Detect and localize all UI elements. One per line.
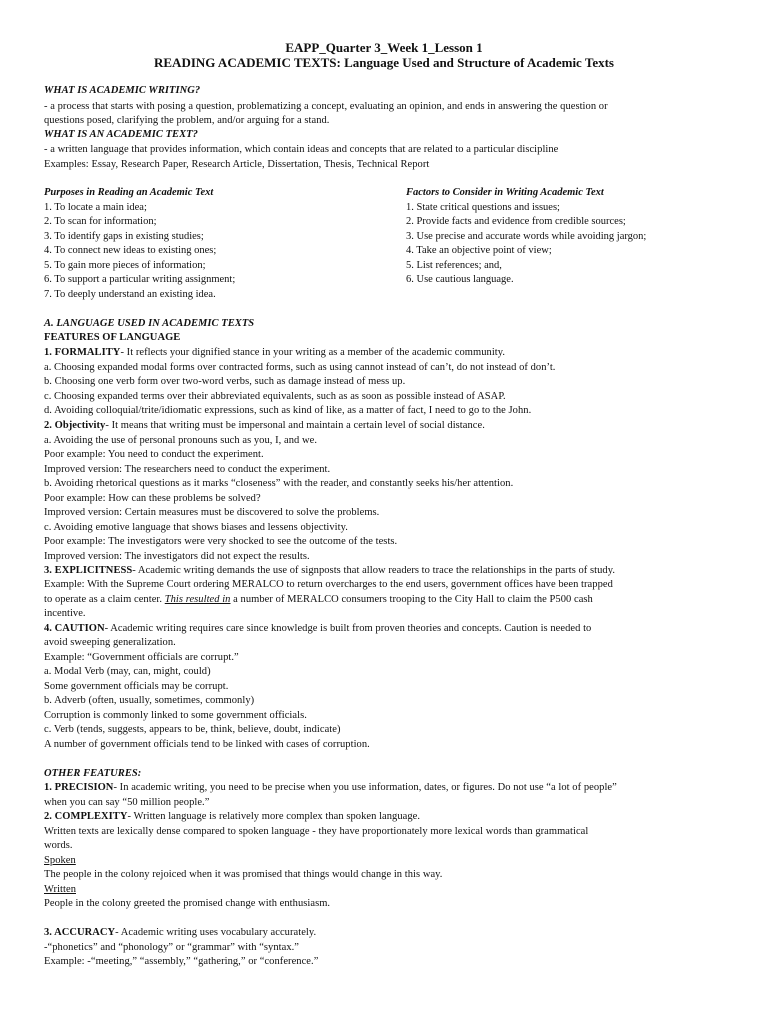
spoken-label [44, 854, 724, 867]
written-example: People in the colony greeted the promised change with enthusiasm. [44, 898, 331, 909]
written-label [44, 883, 724, 896]
complexity-lead: 2. COMPLEXITY [44, 811, 128, 822]
factor-item: 3. Use precise and accurate words while avoiding jargon; [406, 230, 647, 242]
factor-item: 2. Provide facts and evidence from credible sources; [406, 216, 626, 227]
complexity-text-2: Written texts are lexically dense compared to spoken language - they have proportionately more lexical words than grammatical [44, 826, 589, 837]
formality-text: - It reflects your dignified stance in your writing as a member of the academic community. [120, 347, 506, 358]
document-title: EAPP_Quarter 3_Week 1_Lesson 1 [285, 40, 483, 55]
formality-paragraph [44, 346, 724, 359]
objectivity-improved-c: Improved version: The investigators did not expect the results. [44, 551, 310, 562]
accuracy-lead: 3. ACCURACY [44, 927, 116, 938]
objectivity-item-a: a. Avoiding the use of personal pronouns such as you, I, and we. [44, 435, 318, 446]
formality-item-d: d. Avoiding colloquial/trite/idiomatic expressions, such as kind of like, as a matter of fact, I need to go to the John. [44, 405, 532, 416]
formality-item-b: b. Choosing one verb form over two-word verbs, such as damage instead of mess up. [44, 376, 406, 387]
objectivity-item-b: b. Avoiding rhetorical questions as it marks “closeness” with the reader, and constantly seeks his/her attention. [44, 478, 514, 489]
formality-lead: 1. FORMALITY [44, 347, 121, 358]
explicitness-text: - Academic writing demands the use of signposts that allow readers to trace the relationships in the parts of study. [132, 565, 616, 576]
objectivity-improved-b: Improved version: Certain measures must be discovered to solve the problems. [44, 507, 380, 518]
factors-list [406, 186, 736, 288]
objectivity-lead: 2. Objectivity [44, 420, 106, 431]
caution-item-b-example: Corruption is commonly linked to some government officials. [44, 710, 307, 721]
answer-academic-writing-2: questions posed, clarifying the problem, and/or arguing for a stand. [44, 115, 330, 126]
complexity-paragraph [44, 810, 724, 823]
purpose-item: 3. To identify gaps in existing studies; [44, 230, 204, 242]
objectivity-item-c: c. Avoiding emotive language that shows biases and lessens objectivity. [44, 522, 348, 533]
purposes-heading: Purposes in Reading an Academic Text [44, 187, 214, 198]
section-a-heading: A. LANGUAGE USED IN ACADEMIC TEXTS [44, 318, 255, 329]
precision-paragraph [44, 781, 724, 794]
objectivity-improved-a: Improved version: The researchers need to conduct the experiment. [44, 464, 331, 475]
explicitness-example-post: a number of MERALCO consumers trooping to the City Hall to claim the P500 cash [230, 594, 593, 605]
caution-item-a: a. Modal Verb (may, can, might, could) [44, 666, 211, 677]
factor-item: 4. Take an objective point of view; [406, 245, 552, 256]
explicitness-example-2 [44, 593, 724, 606]
explicitness-example-pre: to operate as a claim center. [44, 594, 165, 605]
explicitness-example-3: incentive. [44, 608, 86, 619]
factor-item: 6. Use cautious language. [406, 274, 514, 285]
objectivity-poor-a: Poor example: You need to conduct the experiment. [44, 449, 264, 460]
signpost-phrase: This resulted in [164, 594, 231, 605]
caution-item-c-example: A number of government officials tend to be linked with cases of corruption. [44, 739, 370, 750]
question-academic-writing: WHAT IS ACADEMIC WRITING? [44, 85, 201, 96]
accuracy-text: - Academic writing uses vocabulary accurately. [115, 927, 317, 938]
purpose-item: 2. To scan for information; [44, 216, 157, 227]
document-subtitle: READING ACADEMIC TEXTS: Language Used and Structure of Academic Texts [154, 55, 614, 70]
answer-academic-text-2: Examples: Essay, Research Paper, Research Article, Dissertation, Thesis, Technical Report [44, 159, 430, 170]
caution-item-a-example: Some government officials may be corrupt. [44, 681, 229, 692]
answer-academic-text-1: - a written language that provides information, which contain ideas and concepts that are related to a particular discipline [44, 144, 559, 155]
complexity-text-3: words. [44, 840, 73, 851]
caution-example: Example: “Government officials are corrupt.” [44, 652, 239, 663]
purpose-item: 1. To locate a main idea; [44, 201, 147, 213]
purpose-item: 6. To support a particular writing assignment; [44, 274, 236, 285]
formality-item-a: a. Choosing expanded modal forms over contracted forms, such as using cannot instead of can’t, do not instead of don’t. [44, 362, 556, 373]
explicitness-lead: 3. EXPLICITNESS [44, 565, 133, 576]
formality-item-c: c. Choosing expanded terms over their abbreviated equivalents, such as as soon as possible instead of ASAP. [44, 391, 506, 402]
objectivity-poor-c: Poor example: The investigators were very shocked to see the outcome of the tests. [44, 536, 398, 547]
precision-text: - In academic writing, you need to be precise when you use information, dates, or figures. Do not use “a lot of people” [113, 782, 617, 793]
caution-item-b: b. Adverb (often, usually, sometimes, commonly) [44, 695, 255, 706]
features-heading: FEATURES OF LANGUAGE [44, 332, 181, 343]
precision-text-2: when you can say “50 million people.” [44, 797, 210, 808]
factors-heading: Factors to Consider in Writing Academic Text [406, 187, 604, 198]
purpose-item: 5. To gain more pieces of information; [44, 259, 206, 271]
explicitness-example-1: Example: With the Supreme Court ordering MERALCO to return overcharges to the end users, government offices have been trapped [44, 579, 613, 590]
complexity-text: - Written language is relatively more complex than spoken language. [127, 811, 421, 822]
factor-item: 1. State critical questions and issues; [406, 201, 560, 213]
caution-lead: 4. CAUTION [44, 623, 105, 634]
objectivity-text: - It means that writing must be impersonal and maintain a certain level of social distance. [105, 420, 485, 431]
factor-item: 5. List references; and, [406, 259, 502, 271]
accuracy-example-2: Example: -“meeting,” “assembly,” “gathering,” or “conference.” [44, 956, 319, 967]
caution-text: - Academic writing requires care since knowledge is built from proven theories and concepts. Caution is needed to [104, 623, 592, 634]
purposes-list [44, 186, 374, 302]
accuracy-paragraph [44, 926, 724, 939]
purpose-item: 4. To connect new ideas to existing ones; [44, 245, 217, 256]
precision-lead: 1. PRECISION [44, 782, 114, 793]
accuracy-example-1: -“phonetics” and “phonology” or “grammar” with “syntax.” [44, 942, 299, 953]
objectivity-poor-b: Poor example: How can these problems be solved? [44, 493, 261, 504]
spoken-label-text: Spoken [44, 855, 76, 866]
purpose-item: 7. To deeply understand an existing idea. [44, 288, 216, 300]
caution-text-2: avoid sweeping generalization. [44, 637, 176, 648]
explicitness-paragraph [44, 564, 724, 577]
written-label-text: Written [44, 884, 76, 895]
objectivity-paragraph [44, 419, 724, 432]
answer-academic-writing-1: - a process that starts with posing a question, problematizing a concept, evaluating an opinion, and ends in answering the question or [44, 101, 608, 112]
caution-paragraph [44, 622, 724, 635]
other-features-heading: OTHER FEATURES: [44, 768, 142, 779]
spoken-example: The people in the colony rejoiced when it was promised that things would change in this way. [44, 869, 443, 880]
caution-item-c: c. Verb (tends, suggests, appears to be, think, believe, doubt, indicate) [44, 724, 341, 735]
question-academic-text: WHAT IS AN ACADEMIC TEXT? [44, 129, 198, 140]
